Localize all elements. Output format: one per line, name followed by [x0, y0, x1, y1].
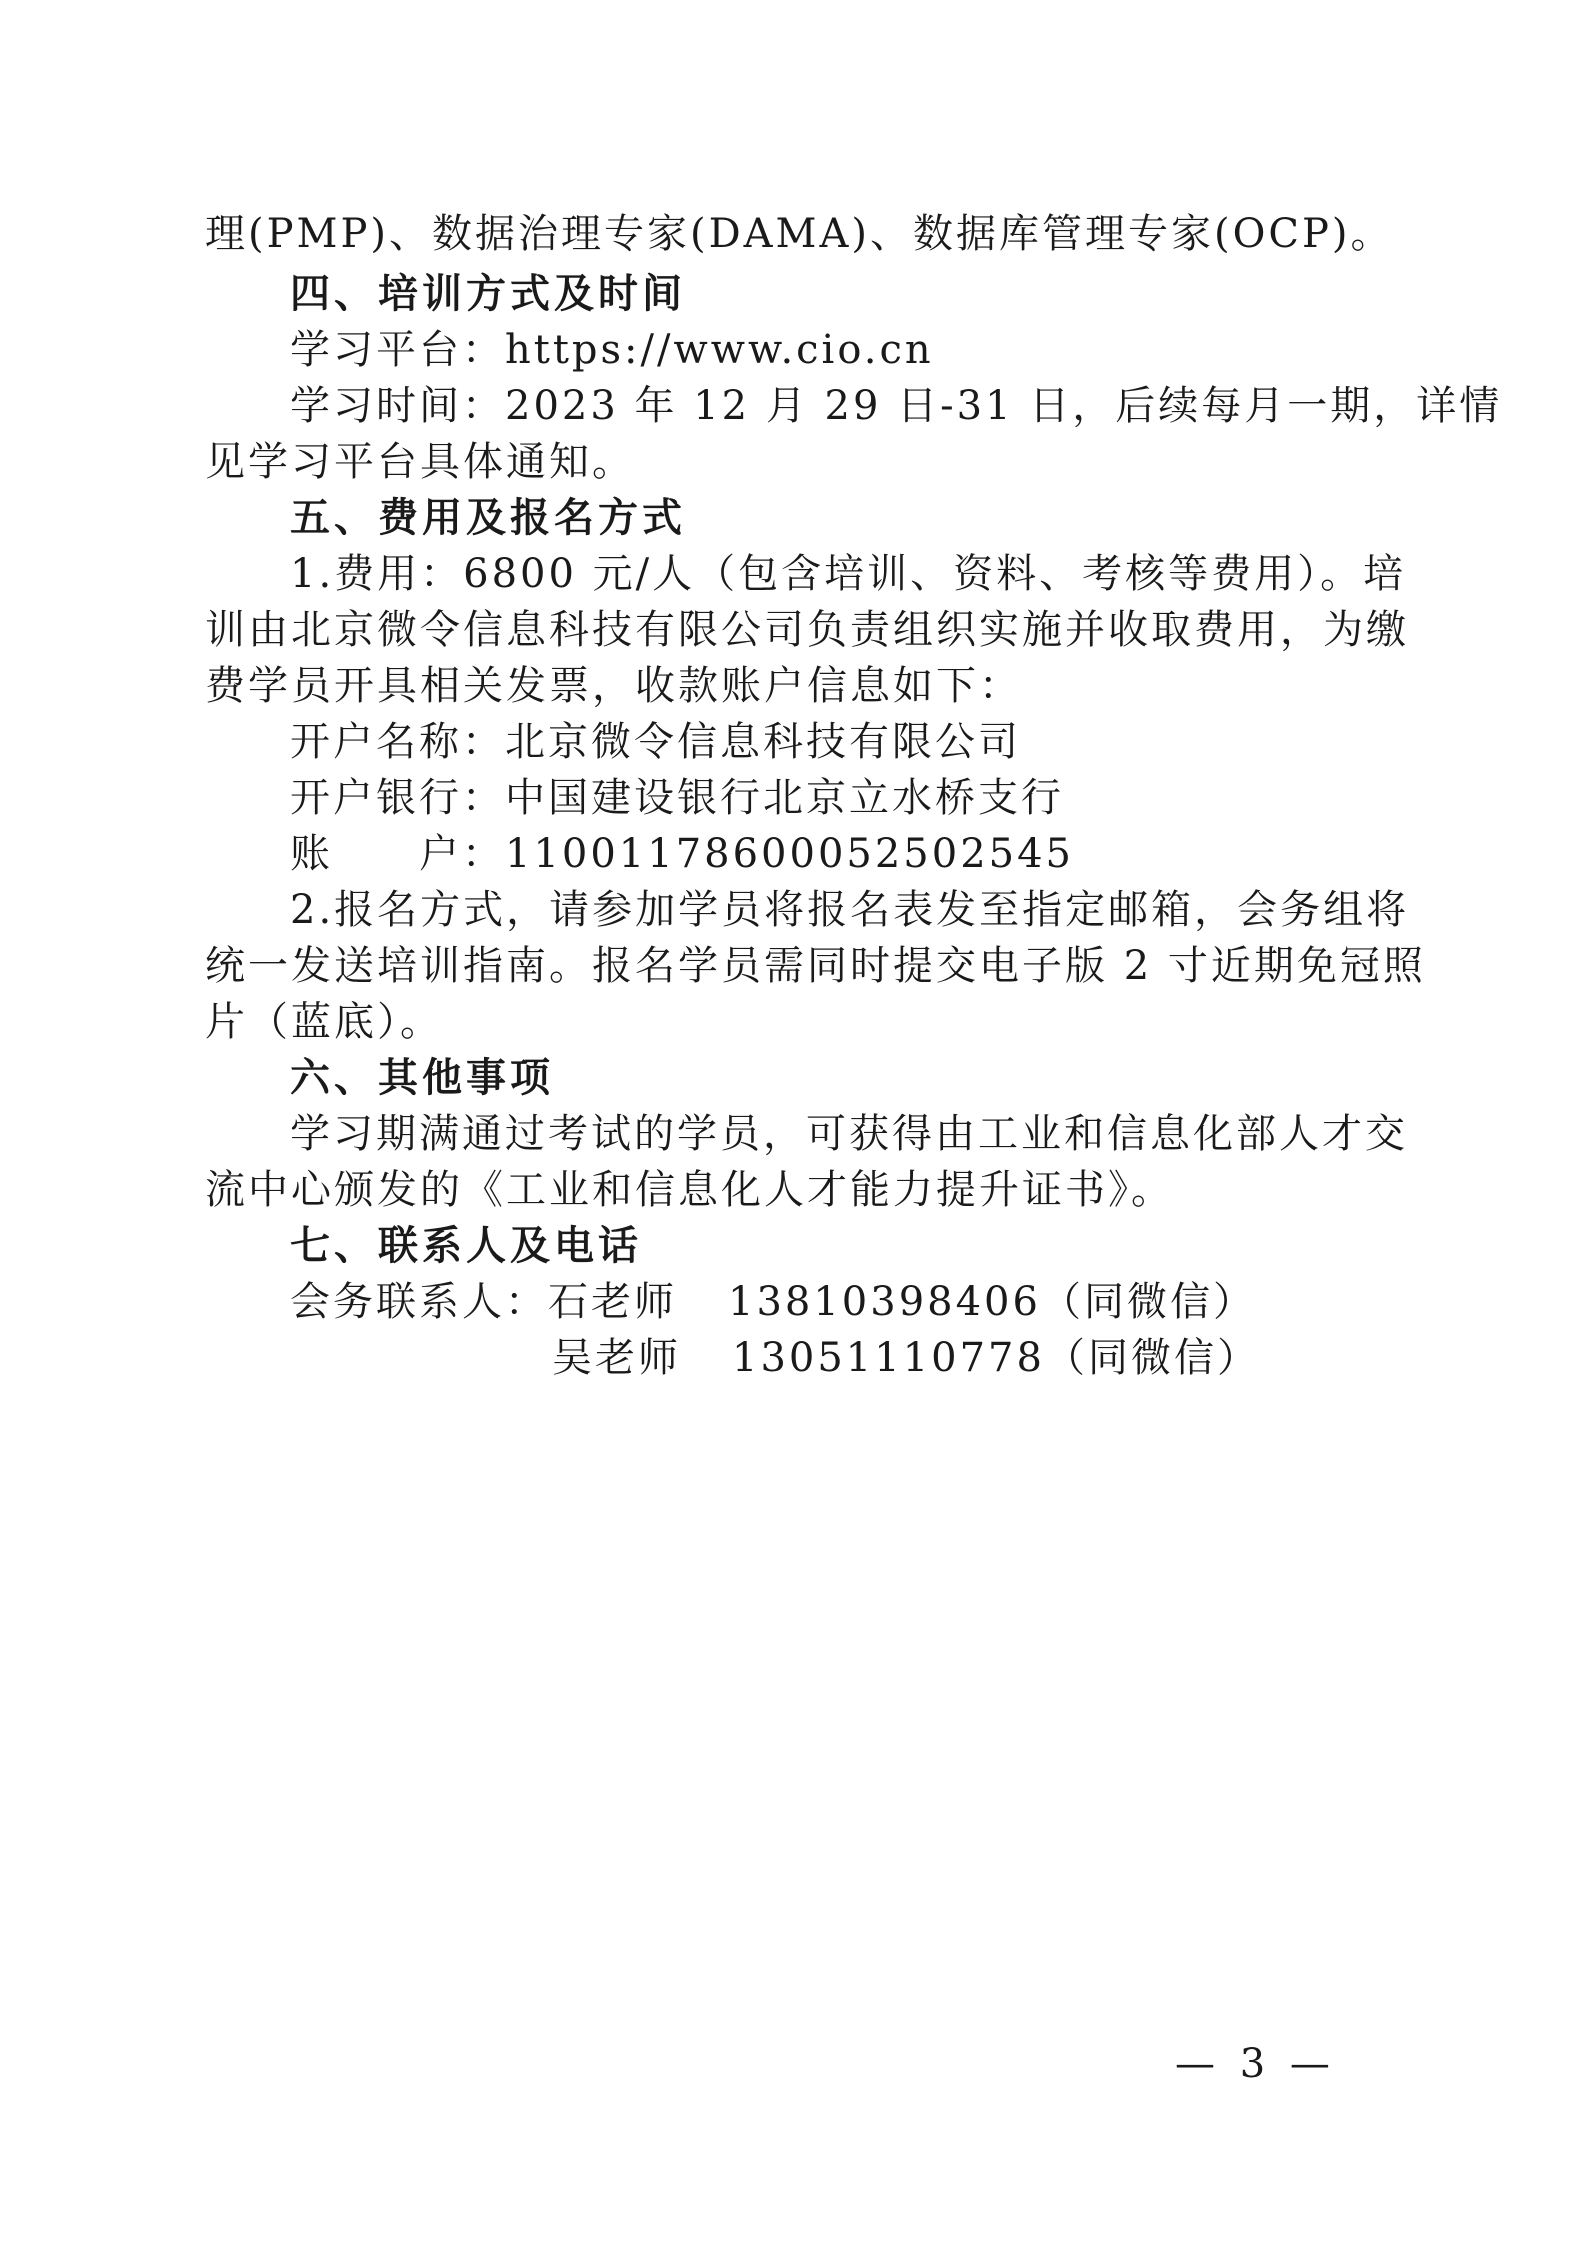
account-bank-line: 开户银行：中国建设银行北京立水桥支行: [290, 775, 1064, 821]
body-line: 训由北京微令信息科技有限公司负责组织实施并收取费用，为缴: [205, 607, 1409, 653]
account-number-line: [290, 830, 1470, 878]
account-number-value: 11001178600052502545: [505, 831, 1074, 877]
registration-line: 2.报名方式，请参加学员将报名表发至指定邮箱，会务组将: [290, 887, 1410, 933]
account-number-label: 账 户：: [290, 831, 505, 877]
section-heading-6: 六、其他事项: [290, 1055, 554, 1101]
contact-name: 石老师: [548, 1279, 677, 1325]
body-line: 流中心颁发的《工业和信息化人才能力提升证书》。: [205, 1167, 1174, 1213]
account-name-line: 开户名称：北京微令信息科技有限公司: [290, 719, 1021, 765]
body-line: 费学员开具相关发票，收款账户信息如下：: [205, 663, 1022, 709]
learning-time-line: 学习时间：2023 年 12 月 29 日-31 日，后续每月一期，详情: [290, 383, 1503, 429]
contact-line: [552, 1334, 1587, 1382]
contact-phone: 13810398406（同微信）: [728, 1279, 1256, 1325]
fee-line: 1.费用：6800 元/人（包含培训、资料、考核等费用）。培: [290, 551, 1407, 597]
body-line: 理(PMP)、数据治理专家(DAMA)、数据库管理专家(OCP)。: [205, 211, 1394, 257]
section-heading-4: 四、培训方式及时间: [290, 271, 686, 317]
contact-name: 吴老师: [552, 1335, 681, 1381]
body-line: 片（蓝底）。: [205, 999, 443, 1045]
contact-line: [290, 1278, 1470, 1326]
section-heading-5: 五、费用及报名方式: [290, 495, 686, 541]
page-number: — 3 —: [1175, 2041, 1336, 2087]
section-heading-7: 七、联系人及电话: [290, 1223, 642, 1269]
body-line: 统一发送培训指南。报名学员需同时提交电子版 2 寸近期免冠照: [205, 943, 1426, 989]
body-line: 见学习平台具体通知。: [205, 439, 635, 485]
contact-label: 会务联系人：: [290, 1279, 548, 1325]
other-matters-line: 学习期满通过考试的学员，可获得由工业和信息化部人才交: [290, 1111, 1408, 1157]
contact-phone: 13051110778（同微信）: [732, 1335, 1260, 1381]
learning-platform-line: 学习平台：https://www.cio.cn: [290, 327, 934, 373]
